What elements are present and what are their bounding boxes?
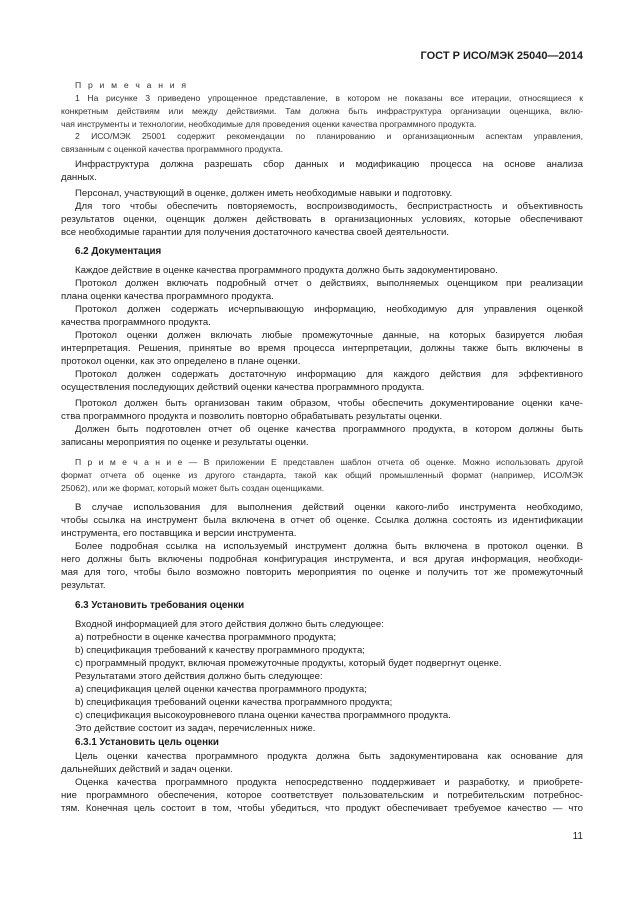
text-line: Протокол должен содержать достаточную информацию для каждого действия для эффективного: [75, 369, 583, 380]
document-header: ГОСТ Р ИСО/МЭК 25040—2014: [420, 50, 583, 62]
text-line: интерпретация. Решения, принятые во время процесса интерпретации, должны также быть включены в: [61, 343, 583, 354]
text-line: 6.3.1 Установить цель оценки: [75, 737, 219, 748]
text-line: результатов оценки, оценщик должен действовать в организационных условиях, которые обеспечивают: [61, 214, 583, 225]
paragraph: [61, 776, 583, 815]
text-line: ства программного продукта и позволить повторно обрабатывать результаты оценки.: [61, 411, 443, 422]
paragraph: [61, 540, 583, 592]
text-line: Это действие состоит из задач, перечисленных ниже.: [75, 723, 316, 734]
section-heading: [61, 736, 583, 749]
text-line: 6.3 Установить требования оценки: [75, 600, 245, 611]
text-line: Персонал, участвующий в оценке, должен иметь необходимые навыки и подготовку.: [75, 188, 453, 199]
text-line: дальнейших действий и задач оценки.: [61, 764, 233, 775]
note-paragraph: [61, 456, 583, 494]
text-line: результат.: [61, 580, 106, 591]
text-line: все необходимые гарантии для получения достаточного качества своей деятельности.: [61, 227, 450, 238]
text-line: 2 ИСО/МЭК 25001 содержит рекомендации по планированию и организационным аспектам управления,: [75, 131, 583, 141]
text-line: связанным с оценкой качества программного продукта.: [61, 143, 283, 154]
paragraph: [61, 303, 583, 329]
text-line: Протокол должен включать подробный отчет о действиях, выполняемых оценщиком при реализации: [75, 278, 583, 289]
text-line: b) спецификация требований к качеству программного продукта;: [75, 645, 365, 656]
text-line: записаны мероприятия по оценке и результаты оценки.: [61, 437, 309, 448]
text-line: c) спецификация высокоуровневого плана оценки качества программного продукта.: [75, 710, 451, 721]
paragraph: [61, 277, 583, 303]
text-line: Должен быть подготовлен отчет об оценке качества программного продукта, в котором должны быть: [75, 424, 583, 435]
text-line: ние программного обеспечения, которое соответствует пользовательским и потребительским потребнос-: [61, 790, 583, 801]
note-paragraph: [61, 92, 583, 130]
paragraph: [61, 397, 583, 423]
page-number: 11: [572, 831, 583, 842]
text-line: a) потребности в оценке качества программного продукта;: [75, 632, 337, 643]
text-line: Результатами этого действия должно быть следующее:: [75, 671, 323, 682]
text-line: 25062), или же формат, который может быть создан оценщиками.: [61, 482, 325, 493]
text-line: b) спецификация требований оценки качества программного продукта;: [75, 697, 393, 708]
note-paragraph: [61, 130, 583, 156]
text-line: Для того чтобы обеспечить повторяемость, воспроизводимость, беспристрастность и объективность: [75, 201, 583, 212]
paragraph: [61, 187, 583, 200]
text-line: Входной информацией для этого действия должно быть следующее:: [75, 619, 384, 630]
paragraph: [61, 158, 583, 184]
text-line: 1 На рисунке 3 приведено упрощенное представление, в котором не показаны все итерации, относящиеся к: [75, 93, 583, 103]
section-heading: [61, 245, 583, 258]
text-line: данных.: [61, 172, 97, 183]
text-line: П р и м е ч а н и е — В приложении Е представлен шаблон отчета об оценке. Можно использовать другой: [75, 457, 583, 467]
text-line: тям. Конечная цель состоит в том, чтобы убедиться, что продукт обеспечивает требуемое качество — что: [61, 803, 583, 814]
text-line: формат отчета об оценке из другого стандарта, такой как общий промышленный формат (например, ИСО/МЭК: [61, 469, 583, 480]
text-line: Протокол оценки должен включать любые промежуточные данные, на которых базируется любая: [75, 330, 583, 341]
text-line: чая инструменты и технологии, необходимые для проведения оценки качества программного продукта.: [61, 118, 477, 129]
text-line: Инфраструктура должна разрешать сбор данных и модификацию процесса на основе анализа: [75, 159, 583, 170]
text-line: Каждое действие в оценке качества программного продукта должно быть задокументировано.: [75, 265, 498, 276]
text-line: Цель оценки качества программного продукта должна быть задокументирована как основание для: [75, 751, 583, 762]
text-line: плана оценки качества программного продукта.: [61, 291, 274, 302]
note-paragraph: [61, 79, 583, 92]
paragraph: [61, 200, 583, 239]
text-line: инструмента, его поставщика и версии инструмента.: [61, 528, 297, 539]
text-line: него должны быть включены подробная конфигурация инструмента, и вся другая информация, необходи-: [61, 554, 583, 565]
text-line: конкретным действиям или между действиями. Там должна быть инфраструктура организации оценщика, вклю-: [61, 105, 583, 116]
paragraph: [61, 329, 583, 368]
text-line: Более подробная ссылка на используемый инструмент должна быть включена в протокол оценки. В: [75, 541, 583, 552]
text-line: a) спецификация целей оценки качества программного продукта;: [75, 684, 367, 695]
paragraph: [61, 423, 583, 449]
text-line: осуществления последующих действий оценки качества программного продукта.: [61, 382, 425, 393]
paragraph: [61, 618, 583, 735]
paragraph: [61, 264, 583, 277]
text-line: Протокол должен содержать исчерпывающую информацию, необходимую для управления оценкой: [75, 304, 583, 315]
text-line: Протокол должен быть организован таким образом, чтобы обеспечить документирование оценки каче-: [75, 398, 583, 409]
paragraph: [61, 501, 583, 540]
text-line: протокол оценки, как это определено в плане оценки.: [61, 356, 301, 367]
text-line: В случае использования для выполнения действий оценки какого-либо инструмента необходимо,: [75, 502, 583, 513]
text-line: чтобы ссылка на инструмент была включена в отчет об оценке. Ссылка должна состоять из идентификации: [61, 515, 583, 526]
section-heading: [61, 599, 583, 612]
text-line: мая для того, чтобы было возможно повторить мероприятия по оценке и получить тот же промежуточный: [61, 567, 583, 578]
paragraph: [61, 368, 583, 394]
text-line: П р и м е ч а н и я: [75, 80, 189, 90]
paragraph: [61, 750, 583, 776]
text-line: Оценка качества программного продукта непосредственно поддерживает и разработку, и приобрете-: [75, 777, 583, 788]
text-line: качества программного продукта.: [61, 317, 211, 328]
text-line: 6.2 Документация: [75, 246, 162, 257]
text-line: c) программный продукт, включая промежуточные продукты, который будет подвергнут оценке.: [75, 658, 502, 669]
